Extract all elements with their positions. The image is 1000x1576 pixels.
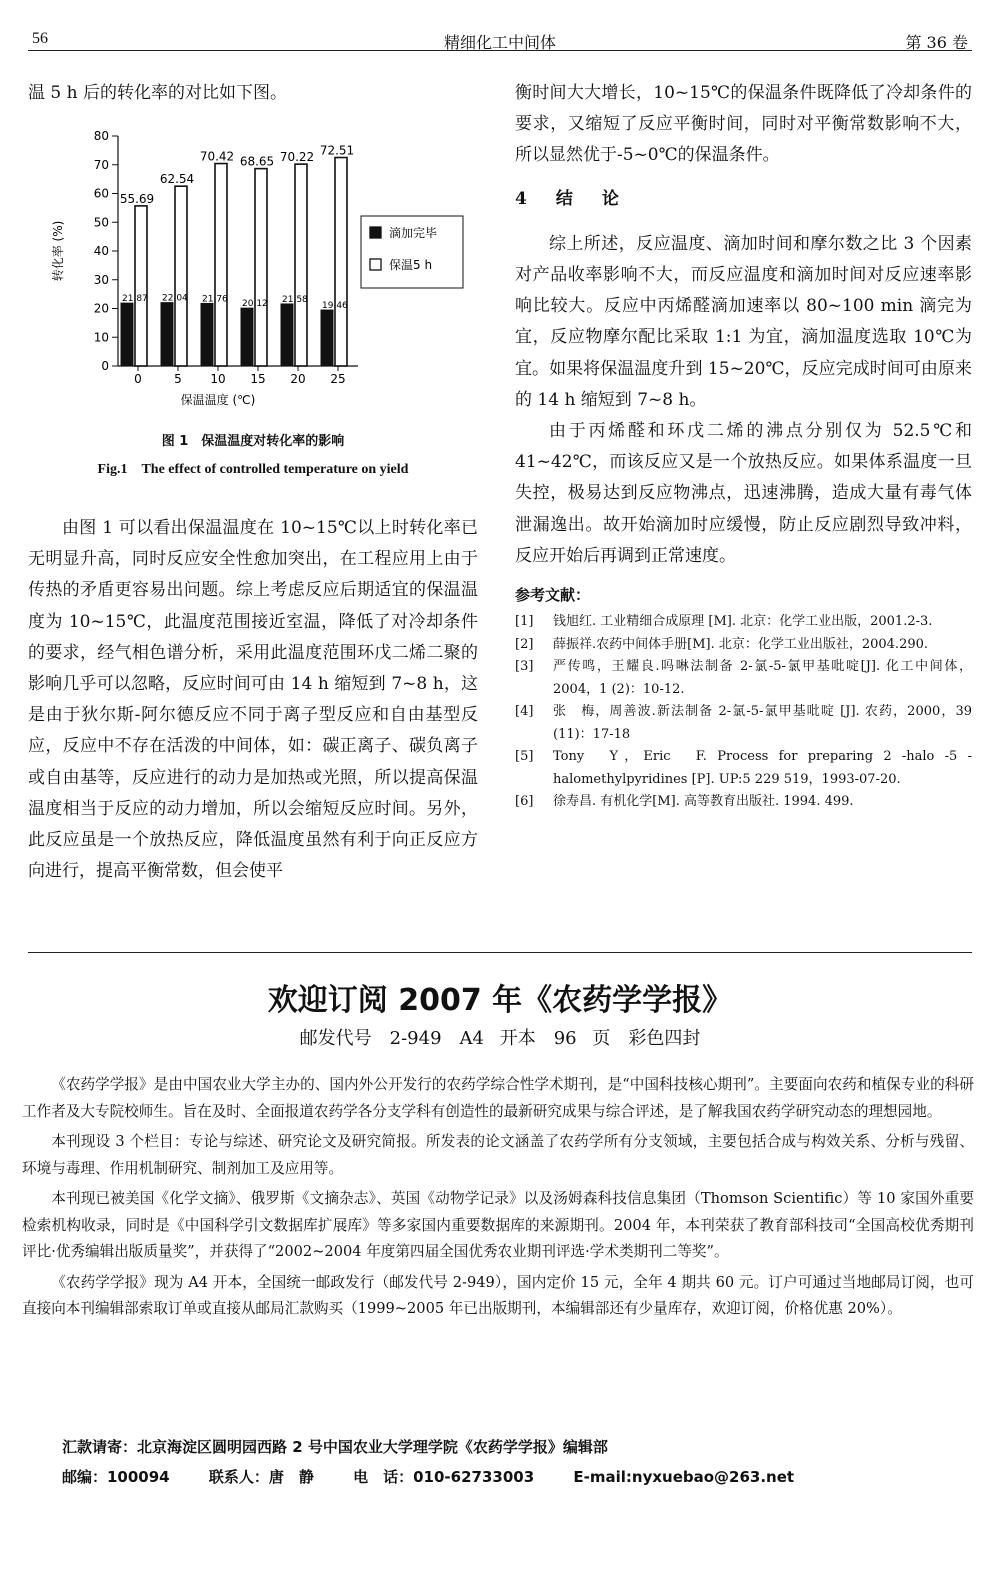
conversion-bar-chart bbox=[48, 128, 478, 413]
bar-value-label: 20.12 bbox=[242, 299, 268, 310]
bar-hold-5h bbox=[215, 164, 227, 366]
bar-value-label: 21.87 bbox=[122, 294, 148, 305]
bar-value-label: 22.04 bbox=[162, 293, 188, 304]
x-tick-label: 10 bbox=[210, 372, 226, 386]
bar-value-label: 62.54 bbox=[159, 172, 195, 187]
remittance-address: 汇款请寄：北京海淀区圆明园西路 2 号中国农业大学理学院《农药学学报》编辑部 bbox=[62, 1438, 608, 1456]
reference-number: [2] bbox=[515, 636, 534, 652]
reference-item bbox=[515, 611, 972, 634]
y-axis-label: 转化率 (%) bbox=[51, 220, 65, 282]
bar-dropping-complete bbox=[241, 308, 253, 366]
y-tick-label: 70 bbox=[93, 157, 109, 172]
y-tick-label: 80 bbox=[93, 129, 109, 143]
legend-label: 保温5 h bbox=[389, 258, 433, 272]
y-tick-label: 30 bbox=[93, 272, 109, 287]
y-tick-label: 60 bbox=[93, 186, 109, 201]
legend-swatch bbox=[370, 227, 381, 238]
section-heading-conclusion: 4 结 论 bbox=[515, 188, 625, 209]
left-column-intro bbox=[28, 78, 478, 109]
references-list bbox=[515, 611, 972, 814]
y-tick-label: 20 bbox=[93, 301, 109, 316]
bar-hold-5h bbox=[295, 164, 307, 366]
reference-item bbox=[515, 701, 972, 746]
right-column bbox=[515, 78, 972, 814]
reference-number: [1] bbox=[515, 614, 534, 630]
contact-person: 联系人：唐 静 bbox=[208, 1468, 314, 1486]
ad-subtitle: 邮发代号 2-949 A4 开本 96 页 彩色四封 bbox=[299, 1028, 701, 1049]
bar-value-label: 21.76 bbox=[202, 294, 228, 305]
bar-value-label: 72.51 bbox=[319, 143, 355, 158]
reference-number: [6] bbox=[515, 794, 534, 810]
legend-swatch bbox=[370, 259, 381, 270]
bar-value-label: 70.42 bbox=[199, 149, 235, 164]
conclusion-paragraph-2: 由于丙烯醛和环戊二烯的沸点分别仅为 52.5℃和 41~42℃，而该反应又是一个放热反应。如果体系温度一旦失控，极易达到反应物沸点，迅速沸腾，造成大量有毒气体泄漏逸出。故开始滴加时应缓慢，防止反应剧烈导致冲料，反应开始后再调到正常速度。 bbox=[515, 421, 972, 566]
ad-title: 欢迎订阅 2007 年《农药学学报》 bbox=[267, 983, 733, 1018]
x-tick-label: 25 bbox=[330, 372, 346, 386]
x-tick-label: 0 bbox=[134, 372, 142, 386]
discussion-paragraph: 由图 1 可以看出保温温度在 10~15℃以上时转化率已无明显升高，同时反应安全性愈加突出，在工程应用上由于传热的矛盾更容易出问题。综上考虑反应后期适宜的保温温度为 10~15℃，此温度范围接近室温，降低了对冷却条件的要求，经气相色谱分析，采用此温度范围环戊二烯二聚的影响几乎可以忽略，反应时间可由 14 h 缩短到 7~8 h，这是由于狄尔斯-阿尔德反应不同于离子型反应和自由基型反应，反应中不存在活泼的中间体，如：碳正离子、碳负离子或自由基等，反应进行的动力是加热或光照，所以提高保温温度相当于反应的动力增加，所以会缩短反应时间。另外，此反应虽是一个放热反应，降低温度虽然有利于向正反应方向进行，提高平衡常数，但会使平 bbox=[28, 518, 478, 882]
reference-item bbox=[515, 634, 972, 657]
volume-label: 第 36 卷 bbox=[905, 33, 968, 52]
bar-hold-5h bbox=[255, 169, 267, 366]
contact-line bbox=[62, 1466, 828, 1487]
x-tick-label: 15 bbox=[250, 372, 266, 386]
bar-dropping-complete bbox=[161, 303, 173, 366]
reference-text: 钱旭红. 工业精细合成原理 [M]. 北京：化学工业出版，2001.2-3. bbox=[553, 614, 933, 630]
reference-number: [3] bbox=[515, 659, 534, 675]
bar-value-label: 68.65 bbox=[239, 154, 275, 169]
reference-text: 严传鸣，王耀良.吗啉法制备 2-氯-5-氯甲基吡啶[J]. 化工中间体，2004，1 (2)：10-12. bbox=[553, 659, 972, 697]
left-column-body bbox=[28, 513, 478, 887]
postcode: 邮编：100094 bbox=[62, 1468, 170, 1486]
ad-paragraph-4: 《农药学学报》现为 A4 开本，全国统一邮政发行（邮发代号 2-949），国内定价 15 元，全年 4 期共 60 元。订户可通过当地邮局订阅，也可直接向本刊编辑部索取订单或直接从邮局汇款购买（1999~2005 年已出版期刊，本编辑部还有少量库存，欢迎订阅，价格优惠 20%）。 bbox=[22, 1273, 974, 1317]
bar-dropping-complete bbox=[121, 303, 133, 366]
figure-caption-en: Fig.1 The effect of controlled temperature on yield bbox=[97, 462, 409, 477]
bar-value-label: 70.22 bbox=[279, 150, 315, 165]
continued-paragraph: 衡时间大大增长，10~15℃的保温条件既降低了冷却条件的要求，又缩短了反应平衡时间，同时对平衡常数影响不大，所以显然优于-5~0℃的保温条件。 bbox=[515, 83, 972, 166]
bar-dropping-complete bbox=[201, 303, 213, 366]
figure-caption-cn: 图 1 保温温度对转化率的影响 bbox=[161, 434, 345, 449]
bar-dropping-complete bbox=[281, 304, 293, 366]
bar-dropping-complete bbox=[321, 310, 333, 366]
references-heading: 参考文献： bbox=[515, 586, 591, 605]
bar-value-label: 55.69 bbox=[119, 191, 155, 206]
reference-item bbox=[515, 656, 972, 701]
bar-value-label: 21.58 bbox=[282, 294, 308, 305]
ad-paragraph-3: 本刊现已被美国《化学文摘》、俄罗斯《文摘杂志》、英国《动物学记录》以及汤姆森科技信息集团（Thomson Scientific）等 10 家国外重要检索机构收录，同时是《中国科学引文数据库扩展库》等多家国内重要数据库的来源期刊。2004 年，本刊荣获了教育部科技司“全国高校优秀期刊评比·优秀编辑出版质量奖”，并获得了“2002~2004 年度第四届全国优秀农业期刊评选·学术类期刊二等奖”。 bbox=[22, 1190, 974, 1260]
reference-text: Tony Y，Eric F. Process for preparing 2 -halo -5 -halomethylpyridines [P]. UP:5 229 519，1993-07-20. bbox=[553, 749, 972, 787]
phone: 电 话：010-62733003 bbox=[353, 1468, 535, 1486]
x-tick-label: 20 bbox=[290, 372, 306, 386]
ad-paragraph-1: 《农药学学报》是由中国农业大学主办的、国内外公开发行的农药学综合性学术期刊，是“中国科技核心期刊”。主要面向农药和植保专业的科研工作者及大专院校师生。旨在及时、全面报道农药学各分支学科有创造性的最新研究成果与综合评述，是了解我国农药学研究动态的理想园地。 bbox=[22, 1076, 974, 1120]
bar-hold-5h bbox=[335, 158, 347, 366]
reference-number: [5] bbox=[515, 749, 534, 765]
bar-hold-5h bbox=[135, 206, 147, 366]
bar-hold-5h bbox=[175, 186, 187, 366]
y-tick-label: 40 bbox=[93, 244, 109, 258]
reference-item bbox=[515, 791, 972, 814]
conclusion-paragraph-1: 综上所述，反应温度、滴加时间和摩尔数之比 3 个因素对产品收率影响不大，而反应温度和滴加时间对反应速率影响比较大。反应中丙烯醛滴加速率以 80~100 min 滴完为宜，反应物摩尔配比采取 1:1 为宜，滴加温度选取 10℃为宜。如果将保温温度升到 15~20℃，反应完成时间可由原来的 14 h 缩短到 7~8 h。 bbox=[515, 233, 972, 410]
reference-item bbox=[515, 746, 972, 791]
reference-text: 徐寿昌. 有机化学[M]. 高等教育出版社. 1994. 499. bbox=[553, 794, 854, 810]
bar-value-label: 19.46 bbox=[322, 301, 348, 312]
page-number: 56 bbox=[32, 30, 48, 47]
legend-label: 滴加完毕 bbox=[389, 226, 438, 240]
reference-number: [4] bbox=[515, 704, 534, 720]
y-tick-label: 0 bbox=[101, 359, 109, 373]
section-divider bbox=[28, 952, 972, 953]
y-tick-label: 10 bbox=[93, 330, 109, 345]
x-axis-label: 保温温度 (℃) bbox=[180, 393, 256, 407]
running-header bbox=[28, 28, 972, 51]
reference-text: 薛振祥.农药中间体手册[M]. 北京：化学工业出版社，2004.290. bbox=[553, 636, 929, 652]
intro-paragraph: 温 5 h 后的转化率的对比如下图。 bbox=[28, 83, 287, 103]
ad-paragraph-2: 本刊现设 3 个栏目：专论与综述、研究论文及研究简报。所发表的论文涵盖了农药学所有分支领域，主要包括合成与构效关系、分析与残留、环境与毒理、作用机制研究、制剂加工及应用等。 bbox=[22, 1133, 974, 1177]
journal-title: 精细化工中间体 bbox=[443, 33, 556, 52]
email: E-mail:nyxuebao@263.net bbox=[573, 1468, 795, 1486]
x-tick-label: 5 bbox=[174, 372, 182, 386]
reference-text: 张 梅，周善波.新法制备 2-氯-5-氯甲基吡啶 [J]. 农药，2000，39 (11)：17-18 bbox=[553, 704, 972, 742]
y-tick-label: 50 bbox=[93, 215, 109, 230]
ad-body bbox=[22, 1072, 974, 1327]
